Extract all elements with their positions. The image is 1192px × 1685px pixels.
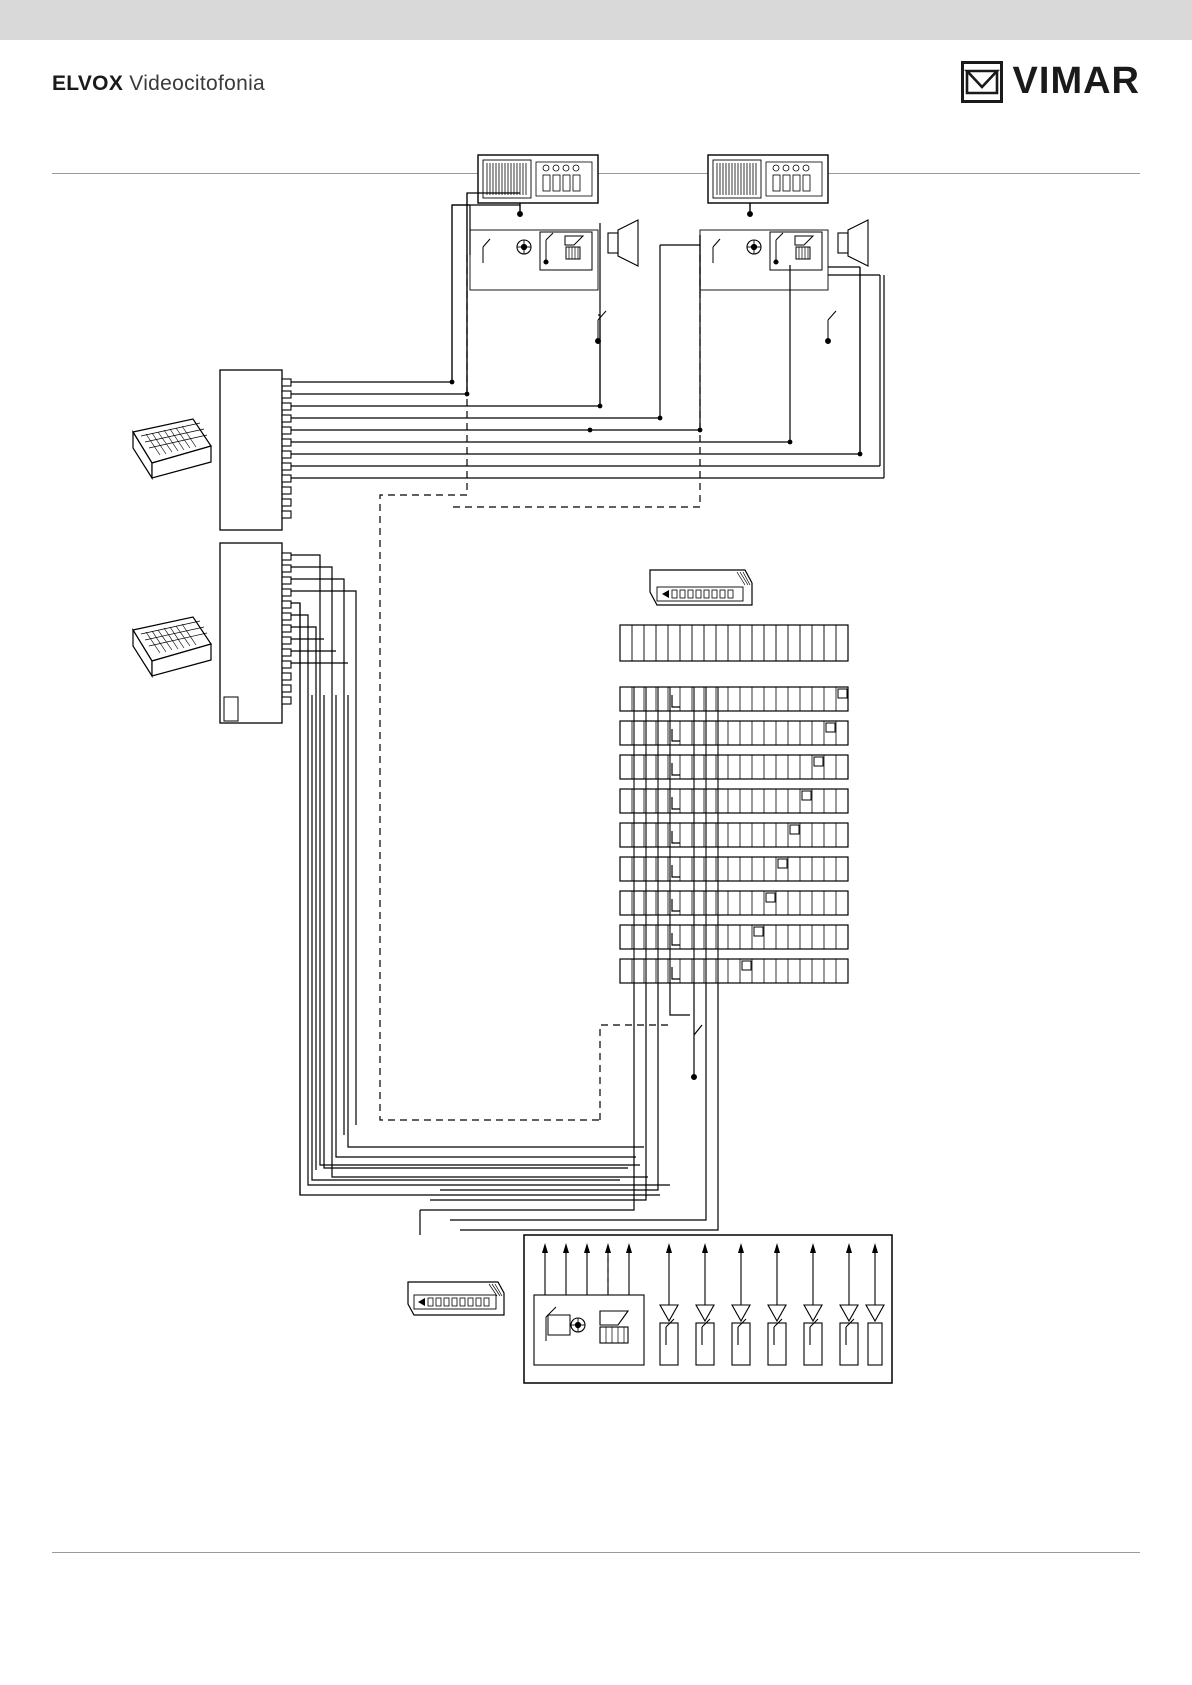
name-tag-module — [408, 1282, 504, 1315]
monitor-module-left — [478, 155, 598, 216]
terminal-connector-lower — [133, 617, 211, 676]
vimar-logo — [961, 60, 1140, 103]
panel-row — [620, 755, 848, 779]
footer-divider — [52, 1552, 1140, 1553]
keypad-module — [650, 570, 752, 605]
panel-row — [620, 721, 848, 745]
panel-row — [620, 959, 848, 983]
push-button-panel-stack — [620, 687, 848, 983]
top-grey-band — [0, 0, 1192, 40]
panel-row — [620, 823, 848, 847]
terminal-connector-upper — [133, 419, 211, 478]
slat-bar-top — [620, 625, 848, 661]
power-supply-lower — [220, 543, 291, 723]
switch-right-lower — [826, 311, 836, 343]
panel-row — [620, 789, 848, 813]
switch-left-lower — [596, 311, 606, 343]
device-block-left — [470, 220, 638, 290]
vimar-logo-text: VIMAR — [1012, 60, 1140, 102]
monitor-module-right — [708, 155, 828, 216]
panel-row — [620, 891, 848, 915]
panel-row — [620, 925, 848, 949]
wiring-diagram — [0, 135, 1192, 1535]
brand-title — [52, 72, 265, 96]
power-supply-upper — [220, 370, 291, 530]
device-block-right — [700, 220, 868, 290]
page-header — [0, 40, 1192, 135]
entrance-panel-bottom — [524, 1235, 892, 1383]
brand-videocitofonia: Videocitofonia — [129, 72, 266, 95]
vimar-envelope-logo-icon — [961, 61, 1003, 103]
brand-elvox: ELVOX — [52, 72, 124, 95]
panel-row — [620, 687, 848, 711]
panel-row — [620, 857, 848, 881]
